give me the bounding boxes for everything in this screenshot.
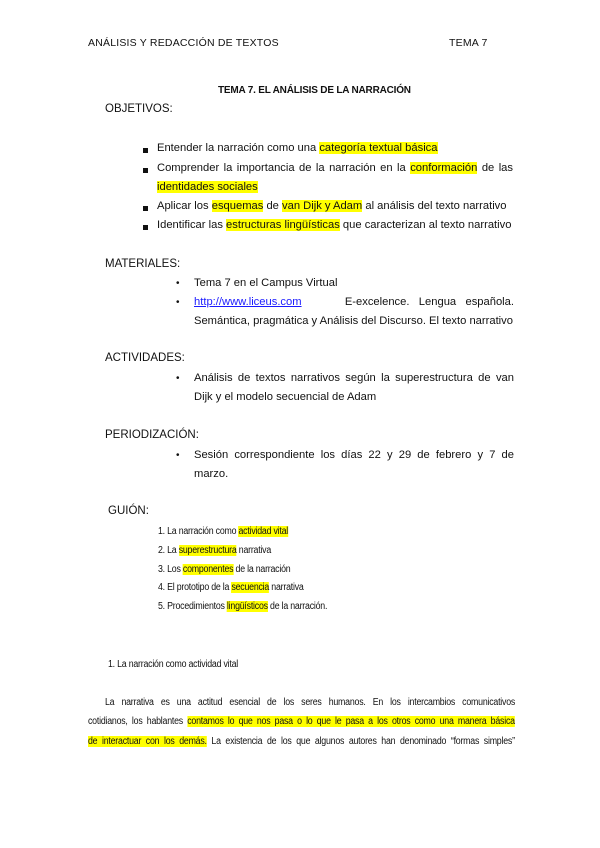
objetivo-4-text-end: que caracterizan al texto narrativo: [339, 219, 512, 231]
actividades-line-1: Análisis de textos narrativos según la superestructura de van: [194, 372, 514, 384]
guion-5-highlight: lingüísticos: [226, 601, 268, 612]
guion-item-5: [158, 601, 327, 612]
running-header-left: ANÁLISIS Y REDACCIÓN DE TEXTOS: [88, 37, 279, 49]
objetivo-item-3: [157, 200, 507, 212]
paragraph-line-3-highlight: de interactuar con los demás.: [88, 736, 207, 747]
running-header-right: TEMA 7: [449, 37, 488, 49]
objetivo-1-text: Entender la narración como una: [157, 142, 320, 154]
guion-3-text-end: de la narración: [233, 564, 291, 575]
liceus-link[interactable]: http://www.liceus.com: [194, 296, 302, 308]
objetivo-2-text-end: de las: [477, 162, 514, 174]
paragraph-line-2-text: cotidianos, los hablantes: [88, 716, 188, 727]
actividades-line-2: Dijk y el modelo secuencial de Adam: [194, 391, 377, 403]
objetivo-2-text: Comprender la importancia de la narración en la: [157, 162, 411, 174]
guion-item-4: [158, 582, 304, 593]
guion-2-text: La: [167, 545, 179, 556]
actividades-heading: ACTIVIDADES:: [105, 352, 185, 364]
objetivo-2-highlight-2: identidades sociales: [157, 181, 258, 193]
guion-4-text-end: narrativa: [269, 582, 304, 593]
paragraph-line-3-text: La existencia de los que algunos autores han denominado “formas simples”: [206, 736, 515, 747]
objetivo-3-highlight-1: esquemas: [211, 200, 264, 212]
square-bullet-icon: [143, 206, 148, 211]
guion-5-text: Procedimientos: [167, 601, 227, 612]
guion-heading: GUIÓN:: [108, 505, 149, 517]
dot-bullet-icon: •: [176, 450, 180, 461]
objetivo-item-2-line2: [157, 181, 258, 193]
guion-2-number: 2.: [158, 545, 165, 556]
objetivo-3-text-mid: de: [263, 200, 283, 212]
materiales-item-2-rest: E-excelence. Lengua española.: [344, 296, 514, 308]
periodizacion-line-2: marzo.: [194, 468, 229, 480]
guion-item-2: [158, 545, 271, 556]
materiales-item-1: Tema 7 en el Campus Virtual: [194, 277, 338, 289]
objetivos-heading: OBJETIVOS:: [105, 103, 173, 115]
paragraph-line-3: [88, 736, 515, 747]
guion-1-highlight: actividad vital: [238, 526, 289, 537]
guion-5-text-end: de la narración.: [267, 601, 328, 612]
objetivo-1-highlight: categoría textual básica: [319, 142, 438, 154]
objetivo-3-text-end: al análisis del texto narrativo: [362, 200, 507, 212]
materiales-heading: MATERIALES:: [105, 258, 181, 270]
guion-2-highlight: superestructura: [178, 545, 237, 556]
periodizacion-heading: PERIODIZACIÓN:: [105, 429, 199, 441]
guion-1-text: La narración como: [167, 526, 239, 537]
objetivo-3-text: Aplicar los: [157, 200, 212, 212]
dot-bullet-icon: •: [176, 278, 180, 289]
square-bullet-icon: [143, 168, 148, 173]
guion-4-text: El prototipo de la: [167, 582, 232, 593]
guion-3-text: Los: [167, 564, 183, 575]
paragraph-line-1: La narrativa es una actitud esencial de los seres humanos. En los intercambios comunicativos: [105, 697, 516, 708]
objetivo-2-highlight: conformación: [410, 162, 478, 174]
paragraph-line-2-highlight: contamos lo que nos pasa o lo que le pasa a los otros como una manera básica: [187, 716, 515, 727]
guion-4-number: 4.: [158, 582, 165, 593]
guion-1-number: 1.: [158, 526, 165, 537]
objetivo-4-highlight: estructuras lingüísticas: [226, 219, 340, 231]
guion-5-number: 5.: [158, 601, 165, 612]
objetivo-item-1: [157, 142, 438, 154]
guion-3-number: 3.: [158, 564, 165, 575]
periodizacion-line-1: Sesión correspondiente los días 22 y 29 de febrero y 7 de: [194, 449, 514, 461]
guion-3-highlight: componentes: [182, 564, 234, 575]
square-bullet-icon: [143, 225, 148, 230]
paragraph-line-2: [88, 716, 515, 727]
guion-4-highlight: secuencia: [231, 582, 270, 593]
objetivo-3-highlight-2: van Dijk y Adam: [282, 200, 363, 212]
page-title: TEMA 7. EL ANÁLISIS DE LA NARRACIÓN: [218, 85, 411, 96]
objetivo-item-4: [157, 219, 511, 231]
materiales-item-2-line2: Semántica, pragmática y Análisis del Discurso. El texto narrativo: [194, 315, 513, 327]
objetivo-item-2-line1: [157, 162, 513, 174]
objetivo-4-text: Identificar las: [157, 219, 227, 231]
dot-bullet-icon: •: [176, 373, 180, 384]
guion-item-1: [158, 526, 288, 537]
materiales-link[interactable]: [194, 296, 302, 308]
dot-bullet-icon: •: [176, 297, 180, 308]
guion-item-3: [158, 564, 290, 575]
section-1-heading: 1. La narración como actividad vital: [108, 659, 239, 670]
guion-2-text-end: narrativa: [236, 545, 272, 556]
square-bullet-icon: [143, 148, 148, 153]
